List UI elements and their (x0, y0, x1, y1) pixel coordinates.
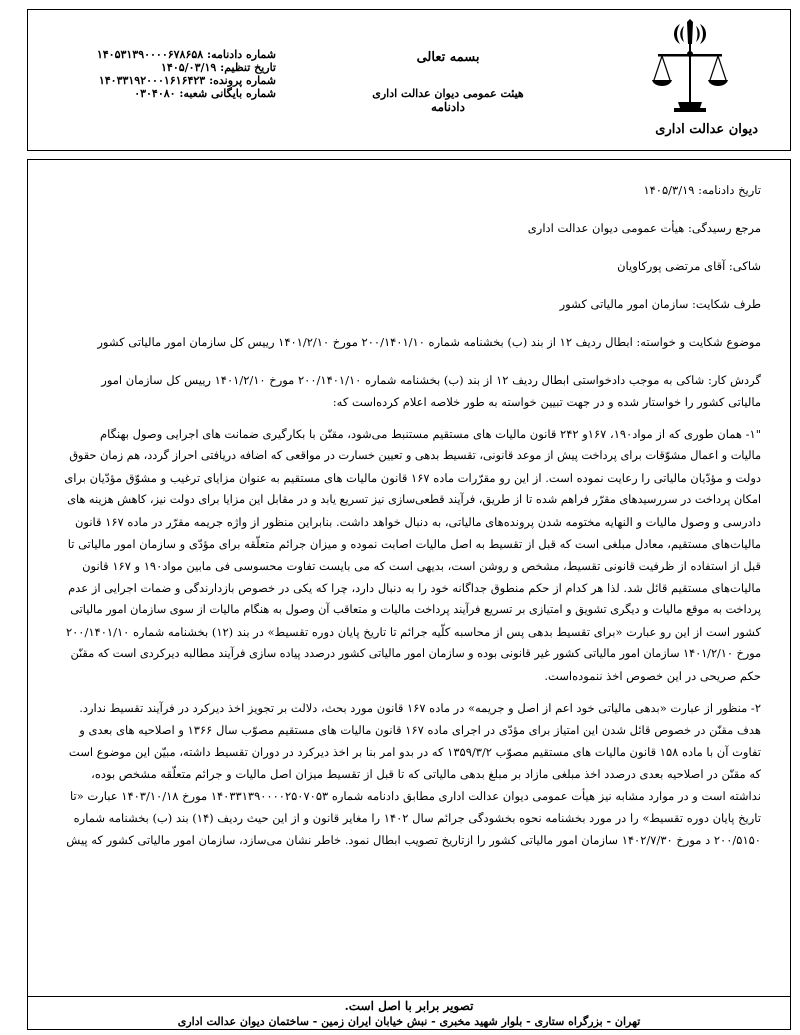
document-content (61, 179, 761, 851)
complaint-subject: موضوع شکایت و خواسته: ابطال ردیف ۱۲ از بند (ب) بخشنامه شماره ۲۰۰/۱۴۰۱/۱۰ مورخ ۱۴۰۱/۲/۱۰ رییس کل سازمان امور مالیاتی کشور (97, 335, 761, 349)
court-name: دیوان عدالت اداری (655, 122, 758, 137)
text-line: مالیاتی کشور را خواستار شده و در جهت تبیین خواسته به طور خلاصه اعلام کرده‌است که: (332, 395, 761, 409)
footer-text (28, 999, 790, 1029)
defendant: طرف شکایت: سازمان امور مالیاتی کشور (559, 297, 761, 311)
text-line: کشور است از این رو عبارت «برای تقسیط بدهی پس از محاسبه کلّیه جرائم تا تاریخ پایان دوره تقسیط» در بند (۱۲) بخشنامه شماره ۲۰۰/۱۴۰۱/۱۰ (65, 625, 761, 639)
meta-value: ۱۴۰۳۳۱۹۲۰۰۰۱۶۱۶۴۲۳ (98, 74, 206, 87)
meta-label: تاریخ تنظیم: (220, 61, 276, 74)
text-line: گردش کار: شاکی به موجب دادخواستی ابطال ردیف ۱۲ از بند (ب) بخشنامه شماره ۲۰۰/۱۴۰۱/۱۰ مورخ ۱۴۰۱/۲/۱۰ رییس کل سازمان امور (101, 373, 761, 387)
text-line: هدف مقنّن در خصوص قائل شدن این امتیاز برای مؤدّی در اجرای ماده ۱۶۷ قانون مالیات های مستقیم مصوّب سال ۱۳۶۶ و اصلاحیه های بعدی و (79, 723, 761, 737)
text-line: تاریخ پایان دوره تقسیط» را در مورد بخشنامه نحوه بخشودگی جرائم سال ۱۴۰۲ را مغایر قانون و از این حیث ردیف (۱۴) بند (ب) بخشنامه شماره (73, 811, 761, 825)
paragraph-2 (61, 697, 761, 851)
text-line: دولت و مؤدّیان مالیاتی را رعایت نموده است. از این رو مقرّرات ماده ۱۶۷ قانون مالیات های مستقیم به عنوان مزایای ترغیب و مشوّق مؤدّیان برای (64, 471, 761, 485)
document-page (27, 9, 793, 1030)
text-line: حکم صریحی در این خصوص اخذ ننموده‌است. (544, 669, 761, 683)
court-address: تهران - بزرگراه ستاری - بلوار شهید مخبری - نبش خیابان ایران زمین - ساختمان دیوان عدالت اداری (177, 1015, 641, 1028)
meta-row (66, 61, 276, 74)
text-line: مالیات‌های مستقیم، معادل مبلغی است که قبل از تقسیط به اصل مالیات اصابت نموده و میزان جرائم متعلّقه برای مؤدّی و سازمان امور مالیاتی تا (67, 537, 761, 551)
document-footer (27, 996, 791, 1030)
process-paragraph (61, 369, 761, 413)
text-line: قبل از استفاده از ظرفیت قانونی تقسیط، مشخص و روشن است، بدیهی است که می بایست تفاوت محسوسی فی مابین مواد۱۹۰ و ۱۶۷ قانون (82, 559, 761, 573)
meta-row (66, 74, 276, 87)
text-line: ۲۰۰/۵۱۵۰ د مورخ ۱۴۰۲/۷/۳۰ سازمان امور مالیاتی کشور را ازتاریخ تصویب ابطال نمود. خاطر نشان می‌سازد، سازمان امور مالیاتی کشور که پیش (66, 833, 761, 847)
text-line: دادرسی و وصول مالیات و النهایه مختومه شدن پرونده‌های مالیاتی، به دنبال خواهد داشت. بنابراین منظور از واژه جریمه مقرّر در ماده ۱۶۷ قانون (74, 515, 761, 529)
meta-row (66, 48, 276, 61)
assembly-title: هیئت عمومی دیوان عدالت اداری (372, 87, 524, 100)
text-line: مالیات‌های مستقیم قائل شد. لذا هر کدام از حکم منطوق جداگانه خود را به دنبال دارد، چرا که یکی در خصوص بازدارندگی و ضمات اجرایی از عدم (68, 581, 761, 595)
meta-row (66, 87, 276, 100)
reference-authority: مرجع رسیدگی: هیأت عمومی دیوان عدالت اداری (527, 221, 761, 235)
complainant: شاکی: آقای مرتضی پورکاویان (617, 259, 761, 273)
text-line: امکان پرداخت در سررسیدهای مقرّر فراهم شده تا از طریق، فرآیند قطعی‌سازی نیز تسریع یابد و در مقابل این مزایا برای دولت نیز، کاهش هزینه های (67, 493, 761, 506)
meta-value: ۱۴۰۵۳۱۳۹۰۰۰۰۶۷۸۶۵۸ (96, 48, 204, 61)
text-line: مورخ ۱۴۰۱/۲/۱۰ سازمان امور مالیاتی کشور غیر قانونی بوده و سازمان امور مالیاتی کشور درصدد پیاده سازی فرآیند مطالبه دیرکردی است که مقنّن (70, 647, 761, 660)
text-line: "۱- همان طوری که از مواد۱۹۰، ۱۶۷و ۲۴۲ قانون مالیات های مستقیم مستنبط می‌شود، مقنّن با بکارگیری ضمانت های اجرایی وصول بهنگام (100, 427, 761, 441)
meta-label: شماره بایگانی شعبه: (179, 87, 276, 100)
header-center (348, 50, 548, 114)
text-line: مالیات و اعمال مشوّقات برای پرداخت پیش از موعد قانونی، تقسیط بدهی و تعیین خسارت در مواقعی که اضافه دریافتی احراز گردد، هم زمان حقوق (69, 449, 761, 462)
text-line: تفاوت آن با ماده ۱۵۸ قانون مالیات های مستقیم مصوّب ۱۳۵۹/۳/۲ که در بدو امر بنا بر اخذ دیرکرد در دوران تقسیط داشته، مبیّن این موضوع است (68, 745, 761, 759)
document-header (27, 9, 791, 151)
meta-value: ۱۴۰۵/۰۳/۱۹ (161, 61, 217, 74)
meta-label: شماره دادنامه: (207, 48, 276, 61)
paragraph-1 (61, 423, 761, 687)
iran-emblem-scales-of-justice-icon (650, 18, 730, 118)
meta-value: ۰۳۰۴۰۸۰ (134, 87, 176, 100)
decision-date: تاریخ دادنامه: ۱۴۰۵/۳/۱۹ (643, 183, 761, 197)
meta-label: شماره پرونده: (209, 74, 276, 87)
basmala: بسمه تعالی (416, 50, 480, 65)
text-line: پرداخت به موقع مالیات و دیگری تشویق و امتیازی بر تسریع فرآیند پرداخت مالیات و متعاقب آن وصول به هنگام مالیات از سوی سازمان امور مالیاتی (70, 603, 761, 616)
document-meta (66, 48, 276, 100)
text-line: نداشته است و در موارد مشابه نیز هیأت عمومی دیوان عدالت اداری مطابق دادنامه شماره ۱۴۰۳۳۱۳۹۰۰۰۰۲۵۰۷۰۵۳ مورخ ۱۴۰۳/۱۰/۱۸ عبارت «تا (69, 789, 761, 803)
text-line: ۲- منظور از عبارت «بدهی مالیاتی خود اعم از اصل و جریمه» در ماده ۱۶۷ قانون مورد بحث، دلالت بر تجویز اخذ دیرکرد در فرآیند تقسیط ندارد. (79, 701, 761, 715)
text-line: که مقنّن در اصلاحیه بعدی درصدد اخذ مبلغی مازاد بر مبلغ بدهی مالیاتی که تا قبل از تقسیط میزان اصل مالیات و جرائم متعلّقه مشخص بوده، (91, 767, 761, 781)
certified-copy-note: تصویر برابر با اصل است. (344, 999, 474, 1013)
document-type: دادنامه (431, 100, 465, 114)
